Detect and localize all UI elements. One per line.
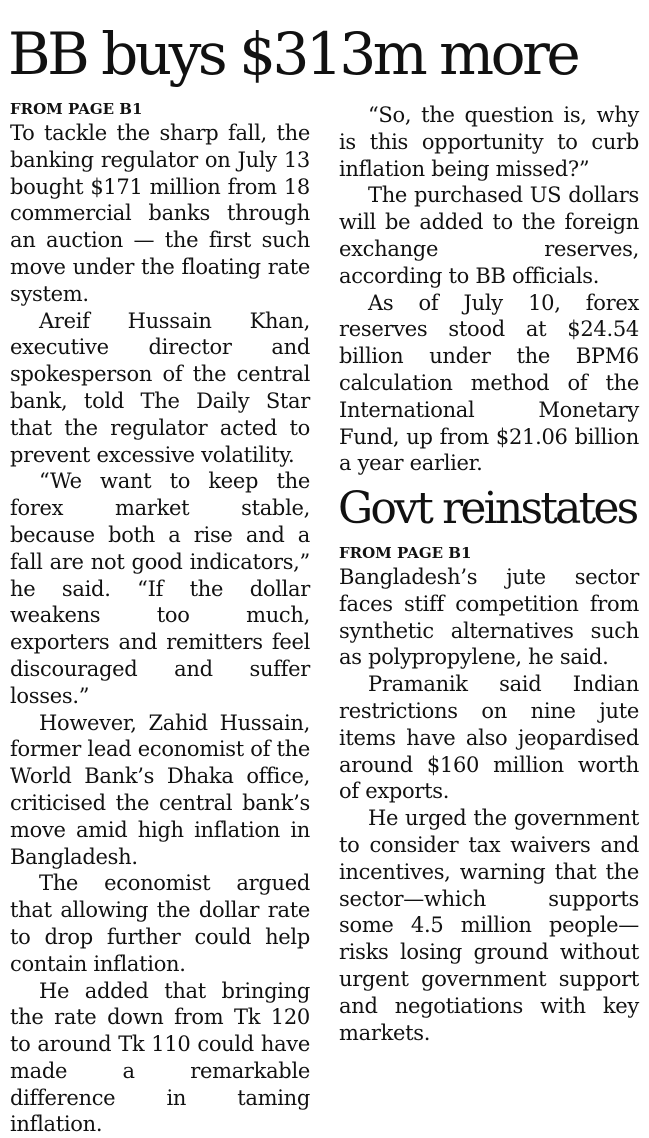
second-story-paragraph: Pramanik said Indian restrictions on nine jute items have also jeopardised around $160 million worth of exports. (339, 671, 639, 805)
main-story-paragraph: “So, the question is, why is this opportunity to curb inflation being missed?” (339, 102, 639, 182)
second-headline: Govt reinstates (338, 487, 636, 531)
main-story-paragraph: The economist argued that allowing the dollar rate to drop further could help contain inflation. (10, 870, 310, 977)
main-story-paragraph: “We want to keep the forex market stable, because both a rise and a fall are not good indicators,” he said. “If the dollar weakens too much, exporters and remitters feel discouraged and suffer losses.” (10, 468, 310, 709)
second-story-paragraph: Bangladesh’s jute sector faces stiff competition from synthetic alternatives such as polypropylene, he said. (339, 564, 639, 671)
second-story-dateline: FROM PAGE B1 (339, 540, 639, 566)
main-headline: BB buys $313m more (8, 25, 577, 83)
main-story-paragraph: He added that bringing the rate down from Tk 120 to around Tk 110 could have made a remarkable difference in taming inflation. (10, 978, 310, 1138)
main-story-right-column (339, 102, 639, 477)
main-story-paragraph: As of July 10, forex reserves stood at $24.54 billion under the BPM6 calculation method of the International Monetary Fund, up from $21.06 billion a year earlier. (339, 290, 639, 478)
main-story-dateline: FROM PAGE B1 (10, 96, 310, 122)
second-story-column (339, 546, 639, 1046)
main-story-paragraph: To tackle the sharp fall, the banking regulator on July 13 bought $171 million from 18 commercial banks through an auction — the first such move under the floating rate system. (10, 120, 310, 308)
main-story-left-column (10, 102, 310, 1138)
main-story-paragraph: Areif Hussain Khan, executive director and spokesperson of the central bank, told The Daily Star that the regulator acted to prevent excessive volatility. (10, 308, 310, 469)
main-story-paragraph: The purchased US dollars will be added to the foreign exchange reserves, according to BB officials. (339, 182, 639, 289)
second-story-paragraph: He urged the government to consider tax waivers and incentives, warning that the sector—which supports some 4.5 million people—risks losing ground without urgent government support and negotiations with key markets. (339, 805, 639, 1046)
main-story-paragraph: However, Zahid Hussain, former lead economist of the World Bank’s Dhaka office, criticised the central bank’s move amid high inflation in Bangladesh. (10, 710, 310, 871)
